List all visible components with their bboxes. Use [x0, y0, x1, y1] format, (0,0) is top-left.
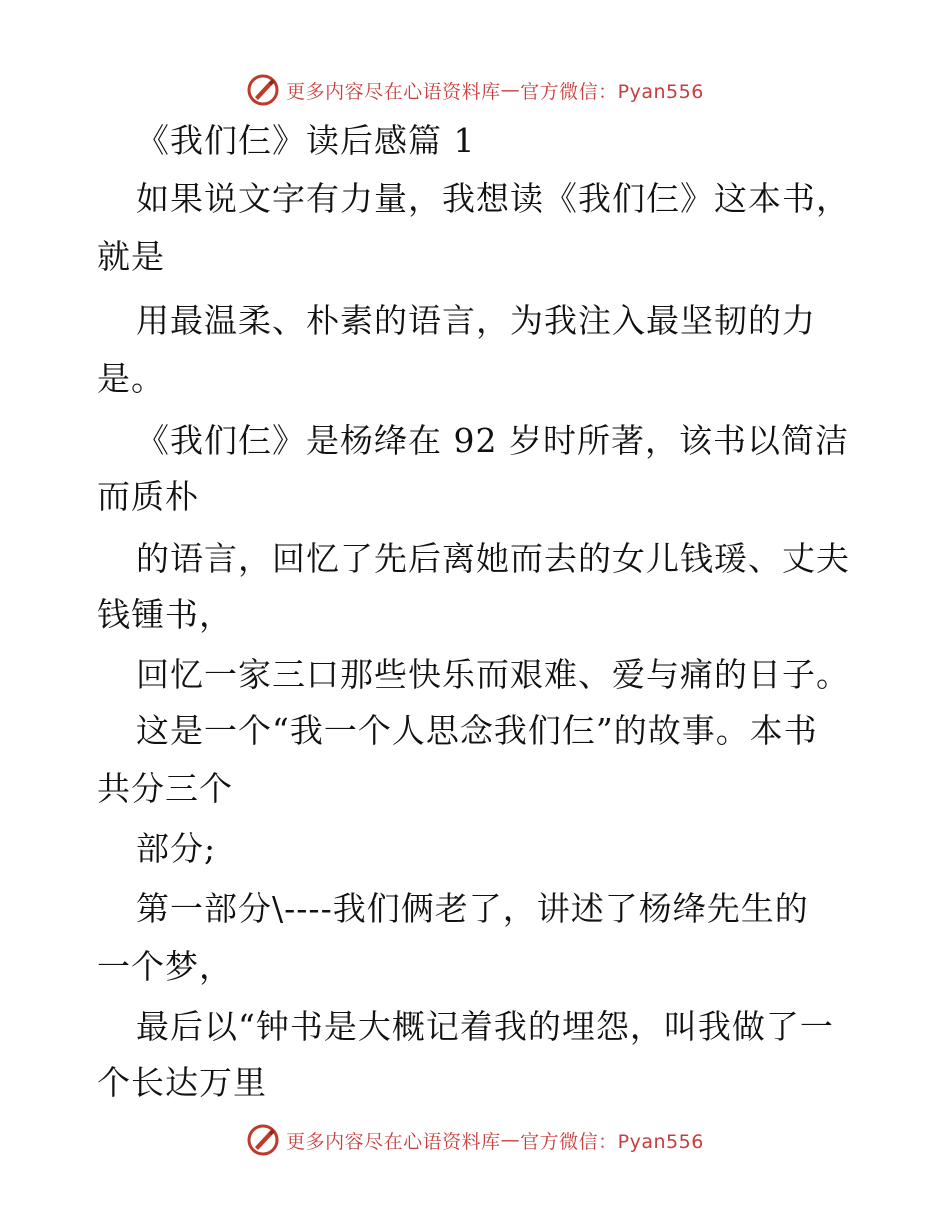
footer-separator: —	[500, 1129, 521, 1151]
text-line: 就是	[97, 237, 165, 276]
header-wechat: 官方微信：Pyan556	[520, 80, 704, 103]
pen-logo-icon	[246, 1123, 280, 1157]
text-line: 最后以“钟书是大概记着我的埋怨，叫我做了一	[136, 1007, 834, 1046]
text-line: 如果说文字有力量，我想读《我们仨》这本书，	[136, 179, 850, 218]
text-line: 《我们仨》是杨绛在 92 岁时所著，该书以简洁	[136, 421, 849, 460]
text-line: 回忆一家三口那些快乐而艰难、爱与痛的日子。	[136, 655, 850, 694]
footer-wechat: 官方微信：Pyan556	[520, 1130, 704, 1153]
text-line: 一个梦，	[97, 947, 233, 986]
header-banner	[0, 70, 950, 110]
text-line: 共分三个	[97, 769, 233, 808]
text-line: 第一部分\----我们俩老了，讲述了杨绛先生的	[136, 889, 809, 928]
footer-brand: 更多内容尽在心语资料库	[286, 1130, 501, 1153]
text-line: 用最温柔、朴素的语言，为我注入最坚韧的力	[136, 301, 816, 340]
title-line: 《我们仨》读后感篇 1	[136, 121, 476, 160]
text-line: 的语言，回忆了先后离她而去的女儿钱瑗、丈夫	[136, 539, 850, 578]
pen-logo-icon	[246, 73, 280, 107]
text-line: 个长达万里	[97, 1063, 267, 1102]
text-line: 这是一个“我一个人思念我们仨”的故事。本书	[136, 711, 818, 750]
header-separator: —	[500, 79, 521, 101]
header-brand: 更多内容尽在心语资料库	[286, 80, 501, 103]
text-line: 部分;	[136, 829, 217, 868]
text-line: 是。	[97, 359, 165, 398]
text-line: 而质朴	[97, 477, 199, 516]
footer-banner	[0, 1120, 950, 1160]
text-line: 钱锺书，	[97, 595, 233, 634]
